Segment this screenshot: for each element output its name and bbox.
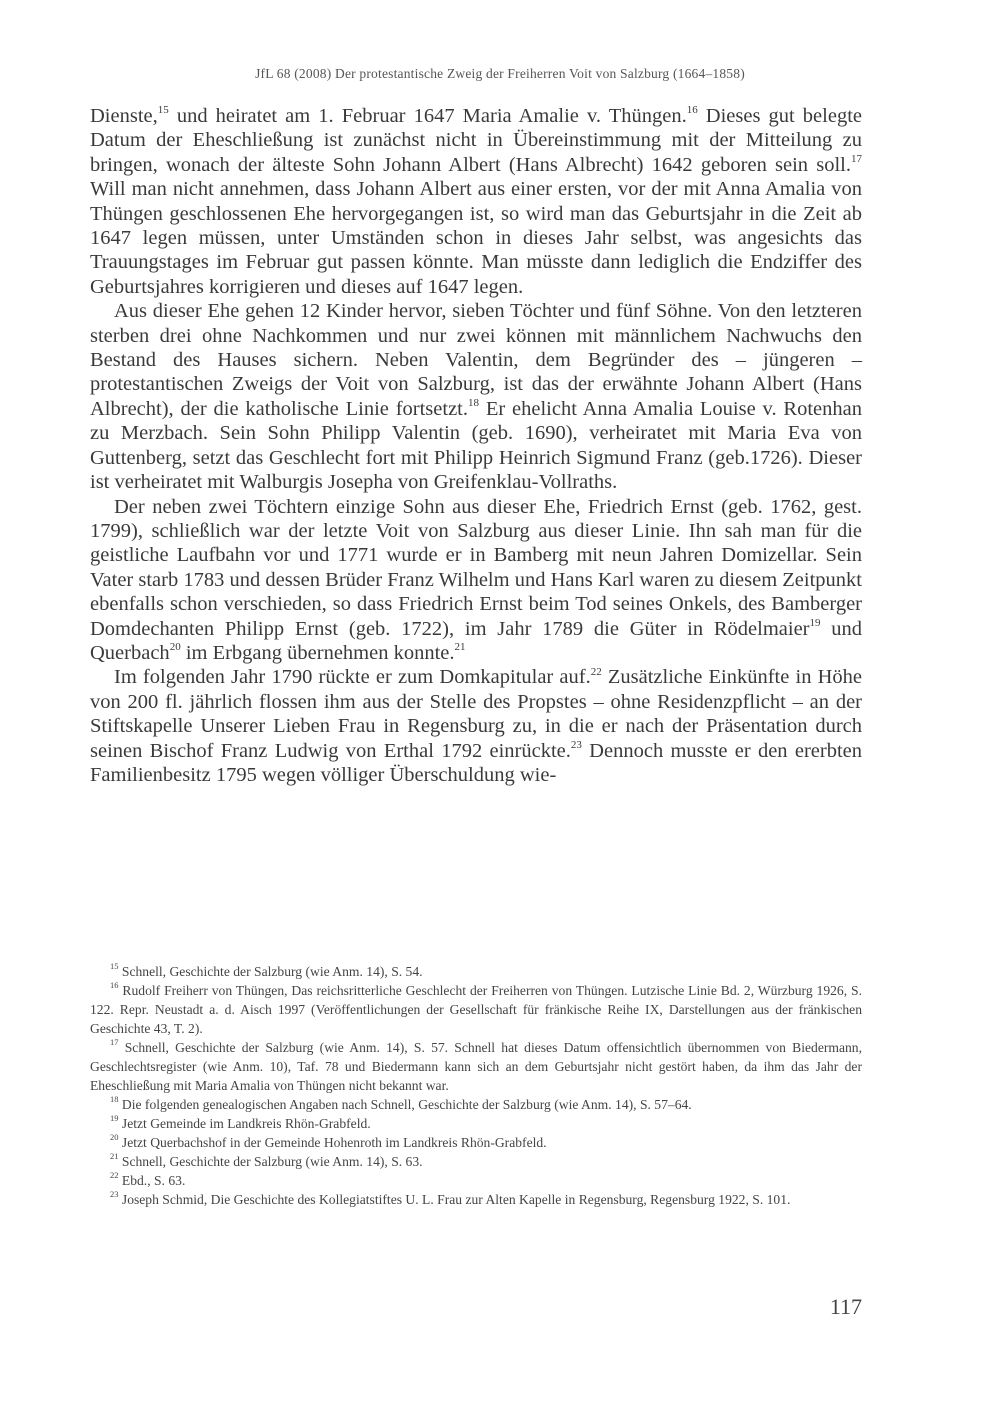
footnote-number: 21 (110, 1151, 119, 1162)
footnote-text: Jetzt Querbachshof in der Gemeinde Hohenroth im Landkreis Rhön-Grabfeld. (118, 1135, 547, 1150)
paragraph-text: und heiratet am 1. Februar 1647 Maria Amalie v. Thüngen. (168, 105, 687, 127)
paragraph-text: Will man nicht annehmen, dass Johann Albert aus einer ersten, vor der mit Anna Amalia von Thüngen geschlossenen Ehe hervorgegangen ist, so wird man das Geburtsjahr in die Zeit ab 1647 legen müssen, unter Umständen schon in dieses Jahr selbst, was angesichts das Trauungstages im Februar gut passen könnte. Man müsste dann lediglich die Endziffer des Geburtsjahres korrigieren und dieses auf 1647 legen. (90, 178, 862, 298)
footnote (90, 1038, 862, 1095)
footnote-number: 20 (110, 1132, 119, 1143)
body-paragraph (90, 495, 862, 666)
page-number: 117 (829, 1294, 862, 1319)
footnote-number: 23 (110, 1189, 119, 1200)
footnote-number: 15 (110, 961, 119, 972)
footnote-ref: 19 (809, 616, 821, 629)
footnote-number: 17 (110, 1037, 119, 1048)
footnote-text: Rudolf Freiherr von Thüngen, Das reichsritterliche Geschlecht der Freiherren von Thüngen. Lutzische Linie Bd. 2, Würzburg 1926, S. 122. Repr. Neustadt a. d. Aisch 1997 (Veröffentlichungen der Gesellschaft für fränkische Reihe IX, Darstellungen aus der fränkischen Geschichte 43, T. 2). (90, 983, 862, 1036)
footnote-ref: 23 (570, 738, 582, 751)
footnote (90, 1095, 862, 1114)
body-text (90, 104, 862, 787)
footnote-ref: 22 (590, 665, 602, 678)
running-head: JfL 68 (2008) Der protestantische Zweig der Freiherren Voit von Salzburg (1664–1858) (255, 66, 745, 81)
paragraph-text: Dennoch musste er den ererbten Familienbesitz 1795 wegen völliger Überschuldung wie- (90, 739, 862, 786)
footnote-text: Ebd., S. 63. (118, 1173, 186, 1188)
footnote-text: Schnell, Geschichte der Salzburg (wie Anm. 14), S. 57. Schnell hat dieses Datum offensichtlich übernommen von Biedermann, Geschlechtsregister (wie Anm. 10), Taf. 78 und Biedermann kann sich an dem Geburtsjahr nicht gestört haben, da ihm das Jahr der Eheschließung mit Maria Amalia von Thüngen nicht bekannt war. (90, 1040, 862, 1093)
footnote (90, 981, 862, 1038)
footnote-text: Schnell, Geschichte der Salzburg (wie Anm. 14), S. 54. (118, 964, 423, 979)
footnote-ref: 16 (686, 104, 698, 117)
footnote-text: Jetzt Gemeinde im Landkreis Rhön-Grabfeld. (118, 1116, 371, 1131)
footnote-text: Joseph Schmid, Die Geschichte des Kollegiatstiftes U. L. Frau zur Alten Kapelle in Regensburg, Regensburg 1922, S. 101. (118, 1192, 791, 1207)
footnote (90, 1152, 862, 1171)
footnote (90, 962, 862, 981)
paragraph-text: Der neben zwei Töchtern einzige Sohn aus dieser Ehe, Friedrich Ernst (geb. 1762, gest. 1799), schließlich war der letzte Voit von Salzburg aus dieser Linie. Ihn sah man für die geistliche Laufbahn vor und 1771 wurde er in Bamberg mit neun Jahren Domizellar. Sein Vater starb 1783 und dessen Brüder Franz Wilhelm und Hans Karl waren zu diesem Zeitpunkt ebenfalls schon verschieden, so dass Friedrich Ernst beim Tod seines Onkels, des Bamberger Domdechanten Philipp Ernst (geb. 1722), im Jahr 1789 die Güter in Rödelmaier (90, 495, 862, 640)
footnote-ref: 18 (468, 397, 479, 410)
footnote-ref: 21 (454, 641, 466, 654)
footnote (90, 1114, 862, 1133)
footnote-text: Schnell, Geschichte der Salzburg (wie Anm. 14), S. 63. (118, 1154, 423, 1169)
footnote-number: 19 (110, 1113, 119, 1124)
footnote-ref: 17 (851, 152, 862, 165)
paragraph-text: und Querbach (90, 617, 863, 664)
footnotes-section (90, 962, 862, 1209)
footnote-ref: 15 (157, 104, 169, 117)
paragraph-text: im Erbgang übernehmen konnte. (180, 641, 455, 664)
footnote (90, 1171, 862, 1190)
footnote (90, 1190, 862, 1209)
paragraph-text: Im folgenden Jahr 1790 rückte er zum Domkapitular auf. (114, 666, 591, 689)
body-paragraph (90, 104, 862, 299)
paragraph-text: Dienste, (90, 105, 158, 127)
paragraph-text: Zusätzliche Einkünfte in Höhe von 200 fl. jährlich flossen ihm aus der Stelle des Propstes – ohne Residenzpflicht – an der Stiftskapelle Unserer Lieben Frau in Regensburg zu, in die er nach der Präsentation durch seinen Bischof Franz Ludwig von Erthal 1792 einrückte. (90, 666, 862, 762)
footnote-number: 22 (110, 1170, 119, 1181)
footnote-number: 16 (110, 980, 119, 991)
body-paragraph (90, 665, 862, 787)
footnote (90, 1133, 862, 1152)
footnote-number: 18 (110, 1094, 119, 1105)
paragraph-text: Aus dieser Ehe gehen 12 Kinder hervor, sieben Töchter und fünf Söhne. Von den letzteren sterben drei ohne Nachkommen und nur zwei können mit männlichem Nachwuchs den Bestand des Hauses sichern. Neben Valentin, dem Begründer des – jüngeren – protestantischen Zweigs der Voit von Salzburg, ist das der erwähnte Johann Albert (Hans Albrecht), der die katholische Linie fortsetzt. (90, 300, 862, 420)
footnote-text: Die folgenden genealogischen Angaben nach Schnell, Geschichte der Salzburg (wie Anm. 14), S. 57–64. (118, 1097, 692, 1112)
paragraph-text: Er ehelicht Anna Amalia Louise v. Rotenhan zu Merzbach. Sein Sohn Philipp Valentin (geb. 1690), verheiratet mit Maria Eva von Guttenberg, setzt das Geschlecht fort mit Philipp Heinrich Sigmund Franz (geb.1726). Dieser ist verheiratet mit Walburgis Josepha von Greifenklau-Vollraths. (90, 397, 862, 494)
footnote-ref: 20 (169, 641, 181, 654)
body-paragraph (90, 299, 862, 494)
paragraph-text: Dieses gut belegte Datum der Eheschließung ist zunächst nicht in Übereinstimmung mit der Mitteilung zu bringen, wonach der älteste Sohn Johann Albert (Hans Albrecht) 1642 geboren sein soll. (90, 105, 862, 176)
